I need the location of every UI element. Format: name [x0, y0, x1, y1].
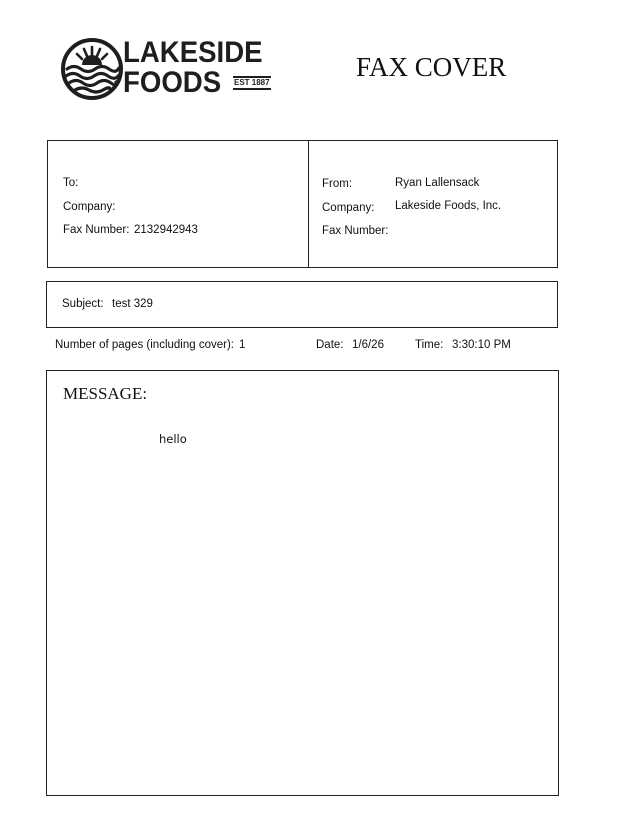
pages-value: 1 [239, 339, 246, 351]
logo-established-tag: EST 1887 [233, 76, 271, 90]
document-title: FAX COVER [356, 52, 507, 82]
sender-company-label: Company: [322, 202, 375, 214]
time-label: Time: [415, 339, 444, 351]
date-label: Date: [316, 339, 344, 351]
time-value: 3:30:10 PM [452, 339, 511, 351]
column-divider [308, 141, 309, 267]
recipient-fax-label: Fax Number: [63, 224, 130, 236]
recipient-fax-value: 2132942943 [134, 224, 198, 236]
message-box [46, 370, 559, 796]
sender-company-value: Lakeside Foods, Inc. [395, 200, 502, 212]
lakeside-logo-emblem-icon [61, 38, 123, 100]
from-label: From: [322, 178, 353, 190]
date-value: 1/6/26 [352, 339, 384, 351]
message-heading: MESSAGE: [63, 384, 148, 403]
subject-label: Subject: [62, 298, 104, 310]
company-logo [61, 36, 270, 102]
subject-value: test 329 [112, 298, 153, 310]
pages-label: Number of pages (including cover): [55, 339, 234, 351]
recipient-company-label: Company: [63, 201, 116, 213]
message-body: hello [159, 432, 187, 446]
from-value: Ryan Lallensack [395, 177, 480, 189]
logo-wordmark-line1: LAKESIDE [123, 36, 263, 69]
subject-box [46, 281, 558, 328]
recipient-sender-box [47, 140, 558, 268]
logo-wordmark-line2: FOODS [123, 66, 222, 99]
sender-fax-label: Fax Number: [322, 225, 389, 237]
to-label: To: [63, 177, 79, 189]
